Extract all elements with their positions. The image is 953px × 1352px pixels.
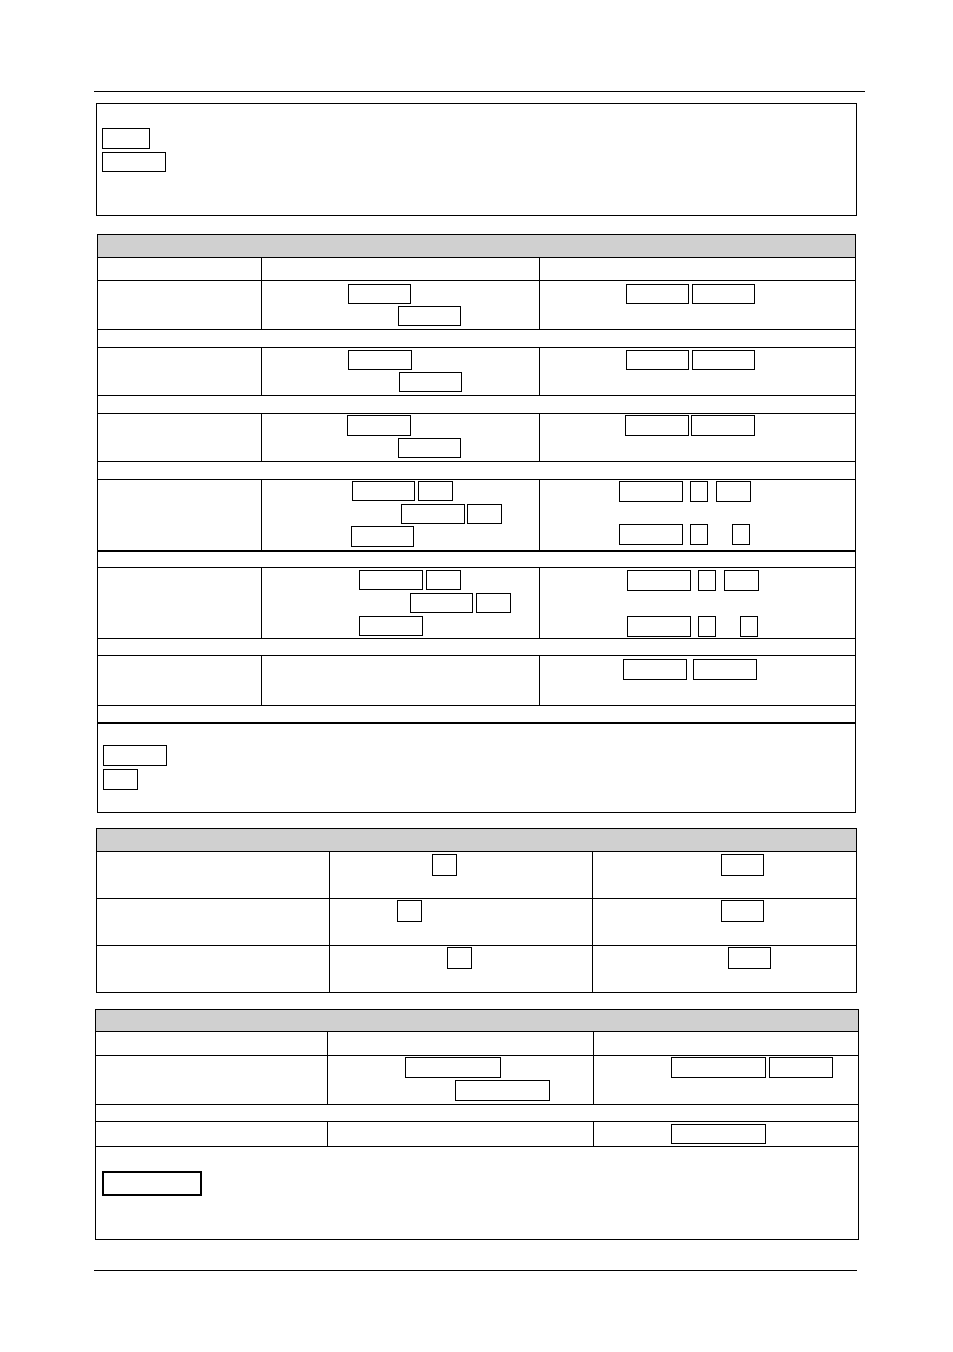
field-box[interactable] [347, 415, 411, 436]
field-box[interactable] [398, 306, 461, 326]
row-rule [98, 655, 855, 656]
field-box[interactable] [625, 415, 689, 436]
col-rule [592, 852, 593, 992]
row-rule-thick [98, 722, 855, 724]
field-box[interactable] [671, 1124, 766, 1144]
field-box[interactable] [769, 1057, 833, 1078]
col-rule [539, 258, 540, 280]
row-rule-thick [98, 550, 855, 552]
field-box[interactable] [626, 284, 689, 304]
field-box[interactable] [359, 616, 423, 636]
field-box[interactable] [692, 350, 755, 370]
field-box[interactable] [690, 524, 708, 545]
col-rule [539, 567, 540, 638]
row-rule [96, 1146, 858, 1147]
col-rule [261, 280, 262, 329]
field-box[interactable] [398, 438, 461, 458]
field-box[interactable] [623, 659, 687, 680]
row-rule [98, 395, 855, 396]
field-box[interactable] [724, 570, 759, 591]
field-box[interactable] [728, 947, 771, 969]
field-box[interactable] [698, 570, 716, 591]
field-box[interactable] [359, 570, 423, 590]
field-box[interactable] [627, 570, 691, 591]
row-rule [98, 413, 855, 414]
row-rule [97, 898, 856, 899]
row-rule [98, 329, 855, 330]
table-header-bar [98, 235, 855, 258]
col-rule [261, 567, 262, 638]
col-rule [261, 479, 262, 550]
field-box[interactable] [692, 284, 755, 304]
field-box[interactable] [348, 350, 412, 370]
col-rule [327, 1121, 328, 1146]
col-rule [539, 347, 540, 395]
field-box[interactable] [351, 526, 414, 547]
field-box[interactable] [410, 593, 473, 613]
page-bottom-rule [94, 1270, 857, 1271]
field-box[interactable] [690, 481, 708, 502]
row-rule [96, 1055, 858, 1056]
field-box[interactable] [721, 900, 764, 922]
field-box[interactable] [467, 504, 502, 524]
field-box[interactable] [432, 854, 457, 876]
table-panel-bottom [95, 1009, 859, 1240]
col-rule [261, 655, 262, 705]
field-box-emphasized[interactable] [102, 1171, 202, 1196]
field-box[interactable] [619, 524, 683, 545]
row-rule [98, 479, 855, 480]
table-panel-secondary [96, 828, 857, 993]
row-rule [98, 567, 855, 568]
col-rule [539, 479, 540, 550]
field-box[interactable] [397, 900, 422, 922]
col-rule [261, 413, 262, 461]
table-panel-main [97, 234, 856, 813]
field-box[interactable] [447, 947, 472, 969]
field-box[interactable] [740, 616, 758, 637]
col-rule [261, 258, 262, 280]
field-box[interactable] [476, 593, 511, 613]
field-box[interactable] [698, 616, 716, 637]
field-box[interactable] [399, 372, 462, 392]
col-rule [539, 655, 540, 705]
col-rule [329, 852, 330, 992]
col-rule [539, 413, 540, 461]
row-rule [96, 1104, 858, 1105]
table-header-bar [97, 829, 856, 852]
row-rule [98, 461, 855, 462]
field-box[interactable] [626, 350, 689, 370]
field-box[interactable] [691, 415, 755, 436]
col-rule [327, 1032, 328, 1055]
page-top-rule [94, 91, 865, 92]
col-rule [539, 280, 540, 329]
col-rule [593, 1121, 594, 1146]
field-box[interactable] [732, 524, 750, 545]
field-box[interactable] [348, 284, 411, 304]
col-rule [261, 347, 262, 395]
col-rule [327, 1055, 328, 1104]
field-box[interactable] [401, 504, 465, 524]
col-rule [593, 1055, 594, 1104]
row-rule [98, 638, 855, 639]
row-rule [98, 705, 855, 706]
note-panel-top [96, 103, 857, 216]
field-box[interactable] [103, 745, 167, 766]
row-rule [96, 1121, 858, 1122]
field-box[interactable] [405, 1057, 501, 1078]
field-box[interactable] [102, 128, 150, 149]
col-rule [593, 1032, 594, 1055]
row-rule [97, 945, 856, 946]
field-box[interactable] [455, 1080, 550, 1101]
field-box[interactable] [619, 481, 683, 502]
field-box[interactable] [721, 854, 764, 876]
field-box[interactable] [716, 481, 751, 502]
field-box[interactable] [352, 481, 415, 501]
row-rule [98, 280, 855, 281]
table-header-bar [96, 1010, 858, 1032]
field-box[interactable] [418, 481, 453, 501]
row-rule [98, 347, 855, 348]
field-box[interactable] [426, 570, 461, 590]
field-box[interactable] [102, 152, 166, 172]
field-box[interactable] [693, 659, 757, 680]
field-box[interactable] [671, 1057, 766, 1078]
field-box[interactable] [103, 769, 138, 790]
field-box[interactable] [627, 616, 691, 637]
